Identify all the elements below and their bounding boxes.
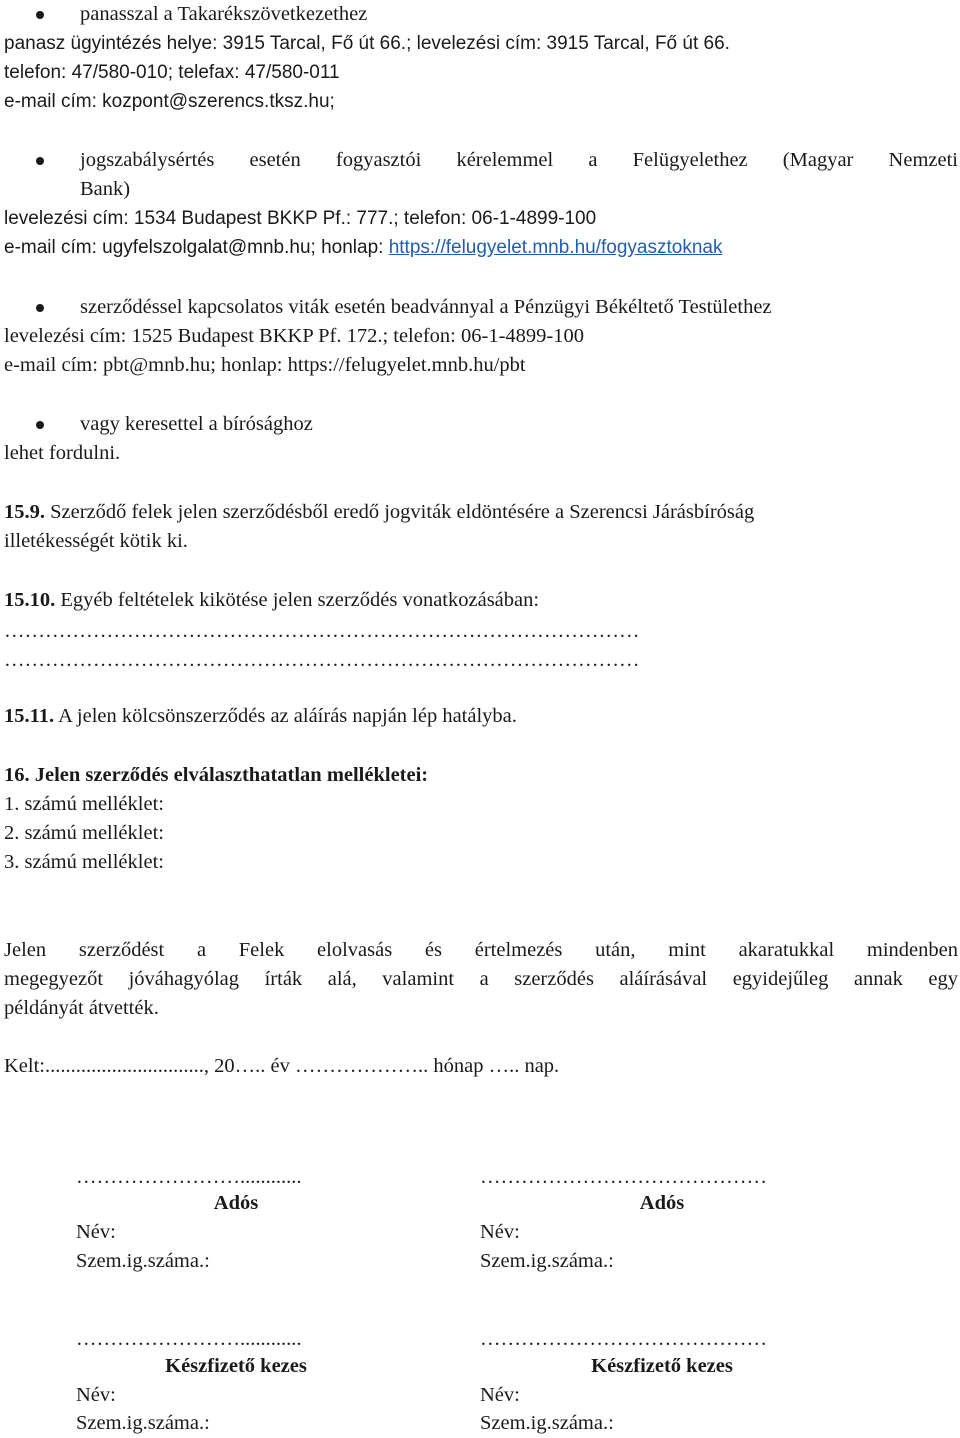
complaint-court-end: lehet fordulni. [4, 442, 121, 464]
signatory-id-label: Szem.ig.száma.: [480, 1250, 614, 1272]
clause-15-11 [4, 702, 517, 731]
complaint-mnb-title: jogszabálysértés esetén fogyasztói kérelemmel a Felügyelethez (Magyar Nemzeti [80, 149, 958, 171]
bullet-icon [36, 304, 44, 312]
signatory-role: Adós [213, 1192, 259, 1214]
blank-line: ………………………………………………………………………………… [4, 620, 640, 642]
signatory-role: Adós [639, 1192, 685, 1214]
bullet-icon [36, 421, 44, 429]
complaint-pbt-address: levelezési cím: 1525 Budapest BKKP Pf. 172.; telefon: 06-1-4899-100 [4, 325, 584, 347]
closing-statement-end: példányát átvették. [4, 997, 159, 1019]
clause-text: Szerződő felek jelen szerződésből eredő jogviták eldöntésére a Szerencsi Járásbíróság [45, 501, 755, 523]
signatory-id-label: Szem.ig.száma.: [76, 1412, 210, 1434]
signatory-name-label: Név: [480, 1221, 520, 1243]
complaint-mnb-address: levelezési cím: 1534 Budapest BKKP Pf.: 777.; telefon: 06-1-4899-100 [4, 208, 597, 229]
mnb-consumer-link[interactable]: https://felugyelet.mnb.hu/fogyasztoknak [388, 237, 723, 258]
signatory-role: Készfizető kezes [591, 1355, 733, 1377]
closing-statement-cont: megegyezőt jóváhagyólag írták alá, valamint a szerződés aláírásával egyidejűleg annak egy [4, 968, 958, 990]
signature-line: ……………………............ [76, 1166, 302, 1188]
complaint-court-title: vagy keresettel a bírósághoz [80, 413, 313, 435]
signature-line: ……………………............ [76, 1328, 302, 1350]
complaint-bank-address: panasz ügyintézés helye: 3915 Tarcal, Fő út 66.; levelezési cím: 3915 Tarcal, Fő út 66. [4, 33, 730, 54]
signatory-id-label: Szem.ig.száma.: [76, 1250, 210, 1272]
signatory-role: Készfizető kezes [165, 1355, 307, 1377]
signatory-name-label: Név: [480, 1384, 520, 1406]
clause-text: A jelen kölcsönszerződés az aláírás napján lép hatályba. [54, 705, 517, 727]
bullet-icon [36, 157, 44, 165]
signatory-id-label: Szem.ig.száma.: [480, 1412, 614, 1434]
complaint-pbt-contact: e-mail cím: pbt@mnb.hu; honlap: https://felugyelet.mnb.hu/pbt [4, 354, 526, 376]
closing-statement: Jelen szerződést a Felek elolvasás és értelmezés után, mint akaratukkal mindenben [4, 939, 958, 961]
clause-number: 15.11. [4, 705, 55, 727]
annex-heading: 16. Jelen szerződés elválaszthatatlan mellékletei: [4, 764, 429, 786]
clause-15-9-cont: illetékességét kötik ki. [4, 530, 188, 552]
date-line: Kelt:..............................., 20….. év ……………….. hónap ….. nap. [4, 1055, 560, 1077]
clause-text: Egyéb feltételek kikötése jelen szerződés vonatkozásában: [55, 589, 540, 611]
signatory-name-label: Név: [76, 1384, 116, 1406]
clause-number: 15.9. [4, 501, 45, 523]
bullet-icon [36, 11, 44, 19]
complaint-bank-email: e-mail cím: kozpont@szerencs.tksz.hu; [4, 91, 335, 112]
complaint-mnb-contact [4, 233, 722, 262]
annex-item: 1. számú melléklet: [4, 793, 164, 815]
complaint-pbt-title: szerződéssel kapcsolatos viták esetén beadvánnyal a Pénzügyi Békéltető Testülethez [80, 296, 772, 318]
signatory-name-label: Név: [76, 1221, 116, 1243]
signature-line: …………………………………… [480, 1328, 767, 1350]
complaint-mnb-email: e-mail cím: ugyfelszolgalat@mnb.hu; honlap: [4, 237, 389, 258]
complaint-bank-title: panasszal a Takarékszövetkezethez [80, 3, 368, 25]
signature-line: …………………………………… [480, 1166, 767, 1188]
annex-item: 3. számú melléklet: [4, 851, 164, 873]
clause-15-9 [4, 498, 754, 527]
complaint-mnb-title-cont: Bank) [80, 178, 131, 200]
annex-item: 2. számú melléklet: [4, 822, 164, 844]
clause-15-10 [4, 586, 539, 615]
clause-number: 15.10. [4, 589, 56, 611]
complaint-bank-phone: telefon: 47/580-010; telefax: 47/580-011 [4, 62, 340, 83]
blank-line: ………………………………………………………………………………… [4, 649, 640, 671]
